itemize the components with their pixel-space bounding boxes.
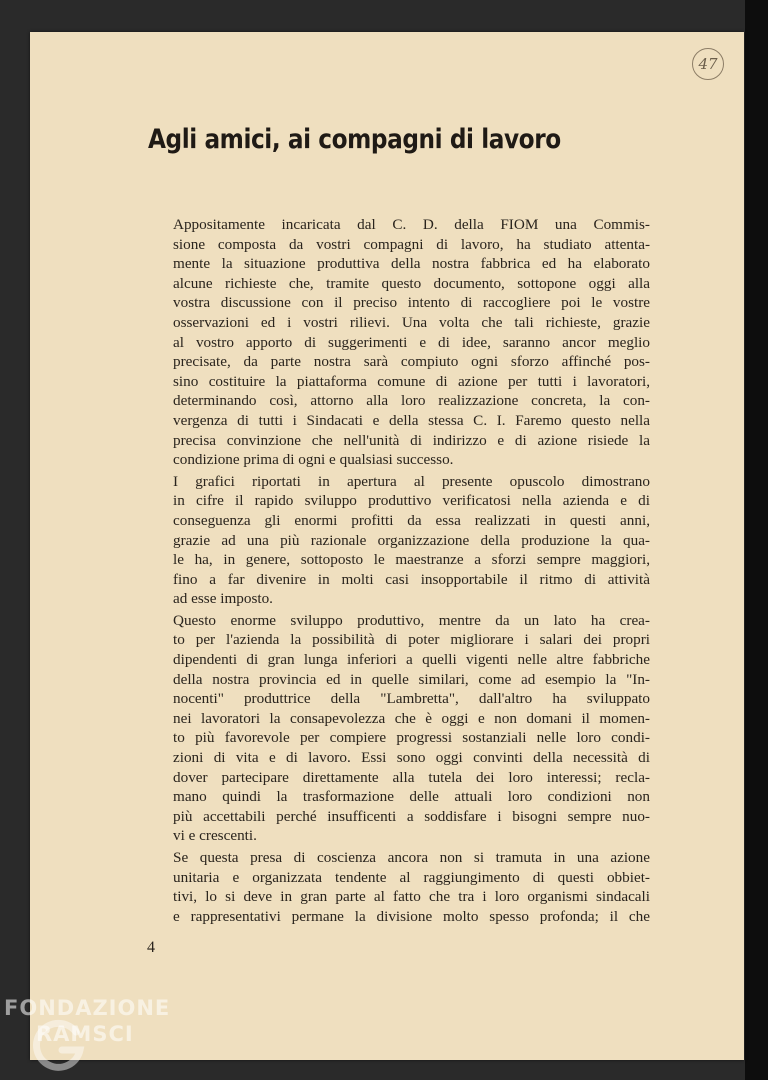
text-line: della nostra provincia ed in quelle similari, come ad esempio la "In- <box>173 670 650 688</box>
text-line: Appositamente incaricata dal C. D. della FIOM una Commis- <box>173 216 650 233</box>
text-line: mano quindi la trasformazione delle attuali loro condizioni non <box>173 788 650 806</box>
text-line: osservazioni ed i vostri rilievi. Una volta che tali richieste, grazie <box>173 313 650 331</box>
document-page <box>30 32 744 1060</box>
text-line: mente la situazione produttiva della nostra fabbrica ed ha elaborato <box>173 255 650 273</box>
text-line: precisate, da parte nostra sarà compiuto ogni sforzo affinché pos- <box>173 353 650 371</box>
text-line: Se questa presa di coscienza ancora non si tramuta in una azione <box>173 849 650 866</box>
text-line: zioni di vita e di lavoro. Essi sono oggi convinti della necessità di <box>173 749 650 767</box>
watermark-line-2: RAMSCI <box>36 1022 134 1046</box>
text-line: nocenti" produttrice della "Lambretta", dall'altro ha sviluppato <box>173 690 650 708</box>
archive-number-stamp: 47 <box>692 48 724 80</box>
text-line: più accettabili perché insufficenti a soddisfare i bisogni sempre nuo- <box>173 807 650 825</box>
text-line: vostra discussione con il preciso intento di raccogliere poi le vostre <box>173 294 650 312</box>
text-line: fino a far divenire in molti casi insopportabile il ritmo di attività <box>173 570 650 588</box>
text-line: sino costituire la piattaforma comune di azione per tutti i lavoratori, <box>173 372 650 390</box>
scan-background-edge <box>745 0 768 1080</box>
text-line: sione composta da vostri compagni di lavoro, ha studiato attenta- <box>173 235 650 253</box>
paragraph-2 <box>148 472 650 609</box>
paragraph-3 <box>148 611 650 846</box>
paragraph-1 <box>148 215 650 470</box>
fondazione-gramsci-watermark <box>4 996 194 1076</box>
text-line: to per l'azienda la possibilità di poter migliorare i salari dei propri <box>173 631 650 649</box>
text-line: alcune richieste che, tramite questo documento, sottopone oggi alla <box>173 274 650 292</box>
text-line: in cifre il rapido sviluppo produttivo verificatosi nella azienda e di <box>173 492 650 510</box>
text-line: al vostro apporto di suggerimenti e di idee, saranno ancor meglio <box>173 333 650 351</box>
text-line: tivi, lo si deve in gran parte al fatto che tra i loro organismi sindacali <box>173 888 650 906</box>
text-line: le ha, in genere, sottoposto le maestranze a sforzi sempre maggiori, <box>173 551 650 569</box>
text-line: precisa convinzione che nell'unità di indirizzo e di azione risiede la <box>173 431 650 449</box>
text-line: grazie ad una più razionale organizzazione della produzione la qua- <box>173 531 650 549</box>
paragraph-4 <box>148 848 650 926</box>
text-line: Questo enorme sviluppo produttivo, mentre da un lato ha crea- <box>173 611 650 629</box>
text-line: dover partecipare direttamente alla tutela dei loro interessi; recla- <box>173 768 650 786</box>
text-line: I grafici riportati in apertura al presente opuscolo dimostrano <box>173 472 650 490</box>
text-line: e rappresentativi permane la divisione molto spesso profonda; il che <box>173 907 650 925</box>
page-title: Agli amici, ai compagni di lavoro <box>148 124 561 155</box>
text-line: vergenza di tutti i Sindacati e della stessa C. I. Faremo questo nella <box>173 411 650 429</box>
watermark-line-1: FONDAZIONE <box>4 996 171 1020</box>
text-line: condizione prima di ogni e qualsiasi successo. <box>173 451 454 469</box>
text-line: unitaria e organizzata tendente al raggiungimento di questi obbiet- <box>173 868 650 886</box>
text-line: determinando così, attorno alla loro realizzazione concreta, la con- <box>173 392 650 410</box>
text-line: to più favorevole per compiere progressi sostanziali nelle loro condi- <box>173 729 650 747</box>
page-number: 4 <box>147 939 155 956</box>
text-line: vi e crescenti. <box>173 827 257 845</box>
text-line: nei lavoratori la consapevolezza che è oggi e non domani il momen- <box>173 709 650 727</box>
text-line: conseguenza gli enormi profitti da essa realizzati in questi anni, <box>173 511 650 529</box>
body-text <box>148 215 650 928</box>
text-line: ad esse imposto. <box>173 590 273 608</box>
text-line: dipendenti di gran lunga inferiori a quelli vigenti nelle altre fabbriche <box>173 651 650 669</box>
